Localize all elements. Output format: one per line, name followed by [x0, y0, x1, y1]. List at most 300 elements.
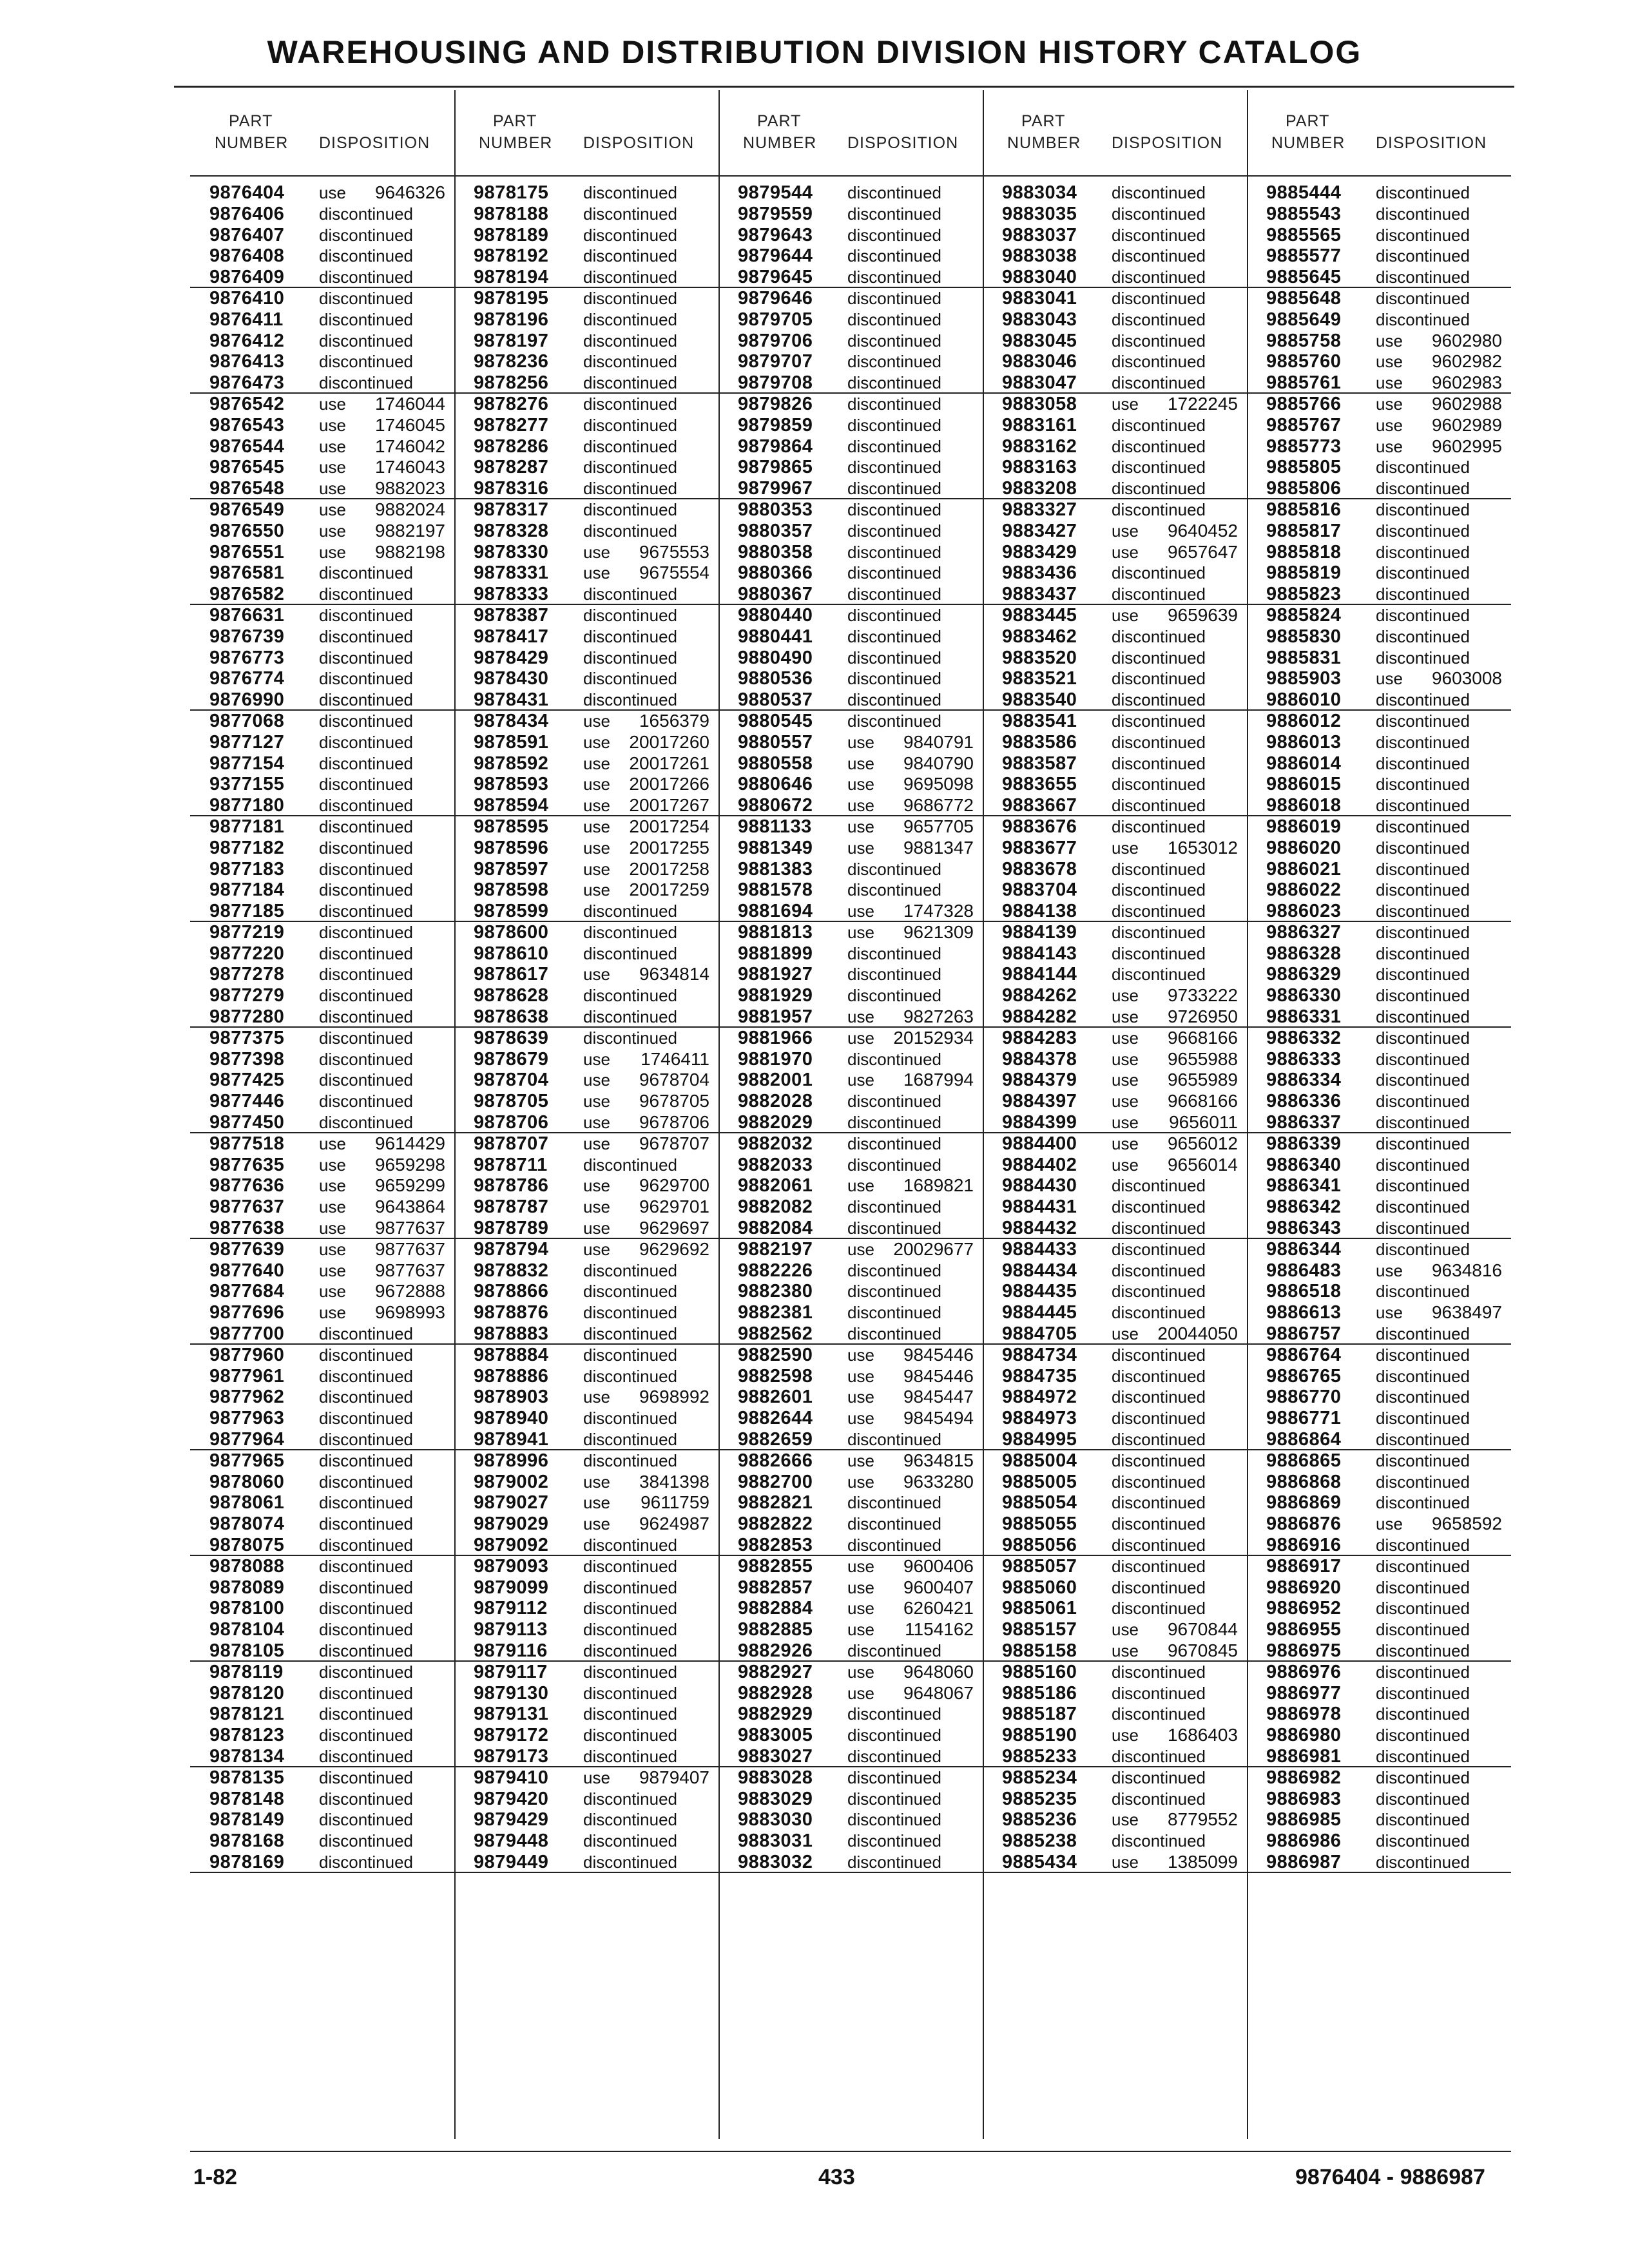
- disposition: discontinued: [1376, 1852, 1470, 1872]
- part-number: 9881349: [738, 837, 813, 858]
- part-number: 9886917: [1266, 1555, 1342, 1577]
- disposition: use: [847, 1472, 874, 1492]
- part-number: 9878061: [209, 1492, 285, 1514]
- disposition: discontinued: [583, 457, 677, 477]
- part-number: 9877960: [209, 1344, 285, 1365]
- column-header: [718, 90, 983, 174]
- replacement-part-number: 9840790: [903, 753, 974, 773]
- disposition: use: [847, 1028, 874, 1048]
- catalog-row: [190, 372, 454, 394]
- catalog-row: [454, 1175, 718, 1196]
- catalog-row: [718, 795, 983, 816]
- disposition: discontinued: [1376, 246, 1470, 266]
- part-number: 9884400: [1002, 1133, 1077, 1154]
- disposition: use: [583, 732, 610, 752]
- part-number: 9885235: [1002, 1788, 1077, 1809]
- part-number: 9879112: [474, 1598, 548, 1619]
- catalog-row: [718, 1767, 983, 1789]
- disposition: use: [319, 1197, 346, 1217]
- disposition: use: [1112, 605, 1139, 625]
- catalog-row: [190, 689, 454, 711]
- part-number: 9884434: [1002, 1260, 1077, 1281]
- catalog-row: [718, 626, 983, 648]
- catalog-row: [1247, 1725, 1511, 1746]
- disposition: use: [583, 1387, 610, 1407]
- disposition: discontinued: [583, 267, 677, 287]
- disposition: discontinued: [583, 1810, 677, 1830]
- disposition: use: [847, 1408, 874, 1428]
- disposition: discontinued: [847, 1640, 941, 1660]
- part-number: 9885444: [1266, 182, 1342, 203]
- disposition: discontinued: [1376, 1640, 1470, 1660]
- part-number: 9879116: [474, 1640, 548, 1661]
- part-number: 9879002: [474, 1471, 549, 1492]
- replacement-part-number: 9845494: [903, 1408, 974, 1428]
- disposition: discontinued: [847, 479, 941, 499]
- disposition: use: [583, 1767, 610, 1787]
- part-number: 9886013: [1266, 731, 1342, 753]
- catalog-row: [718, 1577, 983, 1599]
- disposition: use: [583, 753, 610, 773]
- disposition: discontinued: [319, 1049, 413, 1069]
- replacement-part-number: 20017259: [629, 879, 709, 900]
- replacement-part-number: 1746044: [374, 393, 445, 414]
- catalog-row: [1247, 351, 1511, 372]
- part-number: 9886341: [1266, 1175, 1342, 1196]
- catalog-row: [718, 1345, 983, 1366]
- disposition: discontinued: [1112, 1662, 1206, 1682]
- part-number: 9878593: [474, 774, 549, 795]
- replacement-part-number: 9629700: [639, 1175, 709, 1196]
- disposition: discontinued: [583, 499, 677, 519]
- catalog-row: [190, 1535, 454, 1556]
- part-number: 9878134: [209, 1745, 285, 1767]
- disposition: discontinued: [319, 922, 413, 942]
- catalog-row: [454, 879, 718, 901]
- column-header-disposition: DISPOSITION: [847, 134, 959, 152]
- catalog-row: [190, 1704, 454, 1725]
- disposition: discontinued: [847, 626, 941, 646]
- catalog-row: [1247, 668, 1511, 689]
- catalog-row: [190, 711, 454, 732]
- part-number: 9879449: [474, 1851, 549, 1872]
- replacement-part-number: 20017255: [629, 837, 709, 858]
- part-number: 9885761: [1266, 372, 1342, 394]
- disposition: discontinued: [847, 1049, 941, 1069]
- catalog-row: [454, 1345, 718, 1366]
- catalog-row: [190, 816, 454, 838]
- catalog-row: [190, 457, 454, 478]
- catalog-row: [454, 1556, 718, 1577]
- replacement-part-number: 9675553: [639, 541, 709, 562]
- replacement-part-number: 9698993: [374, 1302, 445, 1323]
- catalog-row: [983, 668, 1247, 689]
- catalog-row: [454, 605, 718, 626]
- disposition: discontinued: [847, 1704, 941, 1724]
- part-number: 9885903: [1266, 668, 1342, 689]
- catalog-row: [983, 1133, 1247, 1155]
- catalog-row: [983, 267, 1247, 288]
- part-number: 9883161: [1002, 414, 1077, 436]
- part-number: 9878149: [209, 1809, 285, 1831]
- replacement-part-number: 20152934: [893, 1027, 974, 1048]
- catalog-row: [983, 838, 1247, 859]
- part-number: 9877375: [209, 1027, 285, 1048]
- disposition: use: [583, 838, 610, 858]
- catalog-row: [190, 331, 454, 352]
- column-header-disposition: DISPOSITION: [583, 134, 695, 152]
- catalog-row: [983, 1175, 1247, 1196]
- disposition: discontinued: [1112, 965, 1206, 985]
- part-number: 9884430: [1002, 1175, 1077, 1196]
- replacement-part-number: 9624987: [639, 1514, 709, 1534]
- part-number: 9878431: [474, 689, 549, 711]
- part-number: 9377155: [209, 774, 285, 795]
- part-number: 9886015: [1266, 774, 1342, 795]
- disposition: discontinued: [319, 1450, 413, 1470]
- disposition: discontinued: [847, 1831, 941, 1851]
- part-number: 9879092: [474, 1535, 549, 1555]
- catalog-row: [983, 1260, 1247, 1282]
- catalog-row: [454, 795, 718, 816]
- catalog-row: [190, 1028, 454, 1049]
- catalog-row: [1247, 1387, 1511, 1408]
- catalog-row: [1247, 1196, 1511, 1218]
- part-number: 9878596: [474, 837, 549, 858]
- catalog-row: [190, 1662, 454, 1683]
- part-number: 9878941: [474, 1429, 549, 1450]
- catalog-row: [1247, 1767, 1511, 1789]
- catalog-row: [983, 1366, 1247, 1387]
- page-range: 9876404 - 9886987: [1295, 2165, 1485, 2189]
- disposition: discontinued: [583, 373, 677, 393]
- disposition: discontinued: [1112, 352, 1206, 372]
- part-number: 9876990: [209, 689, 285, 711]
- part-number: 9886332: [1266, 1027, 1342, 1048]
- part-number: 9882082: [738, 1196, 813, 1218]
- catalog-row: [1247, 1598, 1511, 1619]
- header-top-rule: [174, 86, 1514, 88]
- disposition: discontinued: [1112, 204, 1206, 224]
- catalog-rows: [1247, 182, 1511, 1873]
- disposition: discontinued: [847, 1535, 941, 1555]
- replacement-part-number: 9877637: [374, 1260, 445, 1280]
- catalog-row: [454, 394, 718, 415]
- replacement-part-number: 1746045: [374, 414, 445, 435]
- catalog-row: [1247, 415, 1511, 436]
- part-number: 9883029: [738, 1788, 813, 1809]
- catalog-row: [1247, 521, 1511, 542]
- part-number: 9886977: [1266, 1682, 1342, 1704]
- part-number: 9885773: [1266, 436, 1342, 457]
- part-number: 9878236: [474, 351, 549, 372]
- part-number: 9879707: [738, 351, 813, 372]
- catalog-row: [190, 1429, 454, 1450]
- replacement-part-number: 1722245: [1167, 393, 1238, 414]
- disposition: discontinued: [1376, 1746, 1470, 1766]
- disposition: discontinued: [1376, 457, 1470, 477]
- disposition: discontinued: [319, 1345, 413, 1365]
- catalog-row: [1247, 1175, 1511, 1196]
- part-number: 9879429: [474, 1809, 549, 1831]
- part-number: 9877279: [209, 985, 285, 1006]
- catalog-row: [454, 1260, 718, 1282]
- part-number: 9883462: [1002, 626, 1077, 647]
- catalog-row: [983, 245, 1247, 267]
- catalog-row: [1247, 499, 1511, 521]
- disposition: use: [319, 1260, 346, 1280]
- part-number: 9886865: [1266, 1450, 1342, 1471]
- part-number: 9877425: [209, 1070, 285, 1091]
- disposition: discontinued: [1112, 1387, 1206, 1407]
- catalog-row: [1247, 245, 1511, 267]
- catalog-row: [718, 1387, 983, 1408]
- replacement-part-number: 9633280: [903, 1471, 974, 1492]
- disposition: discontinued: [583, 901, 677, 921]
- disposition: discontinued: [319, 753, 413, 773]
- catalog-row: [983, 964, 1247, 985]
- part-number: 9884379: [1002, 1070, 1077, 1091]
- disposition: discontinued: [1376, 521, 1470, 541]
- column-header-number: NUMBER: [215, 134, 289, 152]
- catalog-row: [718, 964, 983, 985]
- replacement-part-number: 9733222: [1167, 985, 1238, 1006]
- disposition: discontinued: [319, 943, 413, 963]
- catalog-row: [983, 774, 1247, 795]
- catalog-row: [718, 436, 983, 457]
- part-number: 9884283: [1002, 1027, 1077, 1048]
- part-number: 9876631: [209, 604, 285, 626]
- catalog-row: [454, 732, 718, 753]
- part-number: 9885236: [1002, 1809, 1077, 1831]
- catalog-row: [983, 499, 1247, 521]
- catalog-row: [983, 943, 1247, 965]
- catalog-row: [983, 1112, 1247, 1133]
- disposition: discontinued: [1376, 1450, 1470, 1470]
- disposition: discontinued: [847, 225, 941, 245]
- catalog-row: [190, 351, 454, 372]
- part-number: 9884431: [1002, 1196, 1077, 1218]
- part-number: 9883521: [1002, 668, 1077, 689]
- catalog-row: [190, 542, 454, 563]
- part-number: 9879117: [474, 1661, 548, 1682]
- catalog-row: [454, 1662, 718, 1683]
- disposition: discontinued: [847, 1324, 941, 1344]
- disposition: discontinued: [1376, 584, 1470, 604]
- catalog-row: [718, 711, 983, 732]
- part-number: 9879131: [474, 1704, 549, 1725]
- catalog-row: [1247, 711, 1511, 732]
- catalog-row: [1247, 879, 1511, 901]
- catalog-row: [190, 1049, 454, 1070]
- catalog-row: [983, 436, 1247, 457]
- disposition: discontinued: [847, 1282, 941, 1302]
- part-number: 9882821: [738, 1492, 813, 1514]
- disposition: discontinued: [1376, 1789, 1470, 1809]
- part-number: 9885234: [1002, 1767, 1077, 1788]
- disposition: use: [1112, 394, 1139, 414]
- disposition: discontinued: [1112, 1556, 1206, 1576]
- replacement-part-number: 9670844: [1167, 1619, 1238, 1640]
- part-number: 9885805: [1266, 457, 1342, 478]
- part-number: 9878903: [474, 1387, 549, 1408]
- part-number: 9882884: [738, 1598, 813, 1619]
- catalog-row: [190, 795, 454, 816]
- catalog-row: [718, 394, 983, 415]
- catalog-row: [1247, 753, 1511, 774]
- part-number: 9885817: [1266, 520, 1342, 541]
- disposition: use: [319, 1303, 346, 1323]
- part-number: 9885806: [1266, 478, 1342, 499]
- disposition: discontinued: [1112, 774, 1206, 794]
- part-number: 9879099: [474, 1577, 549, 1598]
- catalog-row: [718, 1852, 983, 1873]
- catalog-row: [1247, 943, 1511, 965]
- catalog-row: [718, 204, 983, 225]
- part-number: 9886518: [1266, 1281, 1342, 1302]
- catalog-row: [718, 288, 983, 309]
- part-number: 9878786: [474, 1175, 549, 1196]
- disposition: use: [583, 1239, 610, 1259]
- disposition: use: [583, 774, 610, 794]
- disposition: discontinued: [1112, 1366, 1206, 1386]
- part-number: 9878832: [474, 1260, 549, 1281]
- replacement-part-number: 20017261: [629, 753, 709, 773]
- part-number: 9886981: [1266, 1745, 1342, 1767]
- part-number: 9877639: [209, 1238, 285, 1260]
- disposition: discontinued: [1112, 1450, 1206, 1470]
- disposition: discontinued: [583, 288, 677, 308]
- part-number: 9876549: [209, 499, 285, 520]
- part-number: 9880353: [738, 499, 813, 520]
- part-number: 9878600: [474, 921, 549, 943]
- disposition: discontinued: [847, 1303, 941, 1323]
- disposition: use: [847, 796, 874, 816]
- catalog-row: [190, 1789, 454, 1810]
- part-number: 9882001: [738, 1070, 813, 1091]
- disposition: use: [583, 563, 610, 583]
- disposition: discontinued: [1376, 1239, 1470, 1259]
- part-number: 9878316: [474, 478, 549, 499]
- replacement-part-number: 9726950: [1167, 1006, 1238, 1027]
- part-number: 9884139: [1002, 921, 1077, 943]
- catalog-row: [983, 478, 1247, 499]
- catalog-row: [983, 1683, 1247, 1704]
- part-number: 9879027: [474, 1492, 549, 1514]
- disposition: discontinued: [1112, 415, 1206, 435]
- part-number: 9886336: [1266, 1091, 1342, 1112]
- part-number: 9879643: [738, 224, 813, 245]
- catalog-row: [983, 1345, 1247, 1366]
- part-number: 9878189: [474, 224, 549, 245]
- part-number: 9881929: [738, 985, 813, 1006]
- replacement-part-number: 9698992: [639, 1387, 709, 1407]
- catalog-row: [1247, 1704, 1511, 1725]
- part-number: 9882562: [738, 1323, 813, 1345]
- catalog-row: [1247, 182, 1511, 204]
- catalog-row: [718, 1028, 983, 1049]
- disposition: discontinued: [1112, 1260, 1206, 1280]
- part-number: 9885004: [1002, 1450, 1077, 1471]
- disposition: use: [1112, 1070, 1139, 1090]
- replacement-part-number: 9827263: [903, 1006, 974, 1027]
- part-number: 9878317: [474, 499, 549, 520]
- catalog-row: [983, 351, 1247, 372]
- column-header-number: NUMBER: [479, 134, 553, 152]
- disposition: discontinued: [1112, 901, 1206, 921]
- catalog-row: [718, 1429, 983, 1450]
- disposition: use: [847, 1662, 874, 1682]
- part-number: 9880646: [738, 774, 813, 795]
- part-number: 9878598: [474, 879, 549, 901]
- disposition: discontinued: [1112, 309, 1206, 329]
- catalog-row: [983, 901, 1247, 922]
- disposition: discontinued: [583, 943, 677, 963]
- part-number: 9886770: [1266, 1387, 1342, 1408]
- replacement-part-number: 1653012: [1167, 837, 1238, 858]
- disposition: discontinued: [319, 352, 413, 372]
- catalog-row: [190, 964, 454, 985]
- catalog-row: [454, 1028, 718, 1049]
- catalog-row: [190, 1345, 454, 1366]
- catalog-row: [718, 584, 983, 605]
- part-number: 9886764: [1266, 1344, 1342, 1365]
- part-number: 9881813: [738, 921, 813, 943]
- disposition: discontinued: [319, 1662, 413, 1682]
- catalog-row: [190, 1683, 454, 1704]
- catalog-row: [454, 1704, 718, 1725]
- part-number: 9886018: [1266, 795, 1342, 816]
- part-number: 9882029: [738, 1112, 813, 1133]
- catalog-row: [454, 668, 718, 689]
- disposition: discontinued: [319, 1472, 413, 1492]
- catalog-row: [983, 1535, 1247, 1556]
- catalog-row: [1247, 1112, 1511, 1133]
- catalog-row: [1247, 1852, 1511, 1873]
- part-number: 9880367: [738, 584, 813, 605]
- part-number: 9876404: [209, 182, 285, 203]
- disposition: use: [583, 965, 610, 985]
- replacement-part-number: 9602988: [1431, 393, 1502, 414]
- part-number: 9878434: [474, 710, 549, 731]
- disposition: discontinued: [847, 436, 941, 456]
- catalog-row: [718, 521, 983, 542]
- catalog-row: [190, 1767, 454, 1789]
- part-number: 9878789: [474, 1218, 549, 1239]
- disposition: discontinued: [319, 1113, 413, 1133]
- column-header: [1247, 90, 1511, 174]
- part-number: 9883655: [1002, 774, 1077, 795]
- catalog-row: [983, 182, 1247, 204]
- disposition: discontinued: [583, 1028, 677, 1048]
- part-number: 9885758: [1266, 330, 1342, 351]
- disposition: discontinued: [319, 690, 413, 710]
- replacement-part-number: 9840791: [903, 731, 974, 752]
- disposition: discontinued: [847, 1746, 941, 1766]
- part-number: 9884399: [1002, 1112, 1077, 1133]
- catalog-row: [718, 1302, 983, 1323]
- part-number: 9877637: [209, 1196, 285, 1218]
- part-number: 9885057: [1002, 1555, 1077, 1577]
- catalog-row: [190, 1640, 454, 1662]
- disposition: use: [1376, 669, 1403, 689]
- part-number: 9877964: [209, 1429, 285, 1450]
- replacement-part-number: 1687994: [903, 1070, 974, 1090]
- part-number: 9876542: [209, 393, 285, 414]
- part-number: 9879093: [474, 1555, 549, 1577]
- disposition: discontinued: [847, 394, 941, 414]
- disposition: discontinued: [847, 1725, 941, 1745]
